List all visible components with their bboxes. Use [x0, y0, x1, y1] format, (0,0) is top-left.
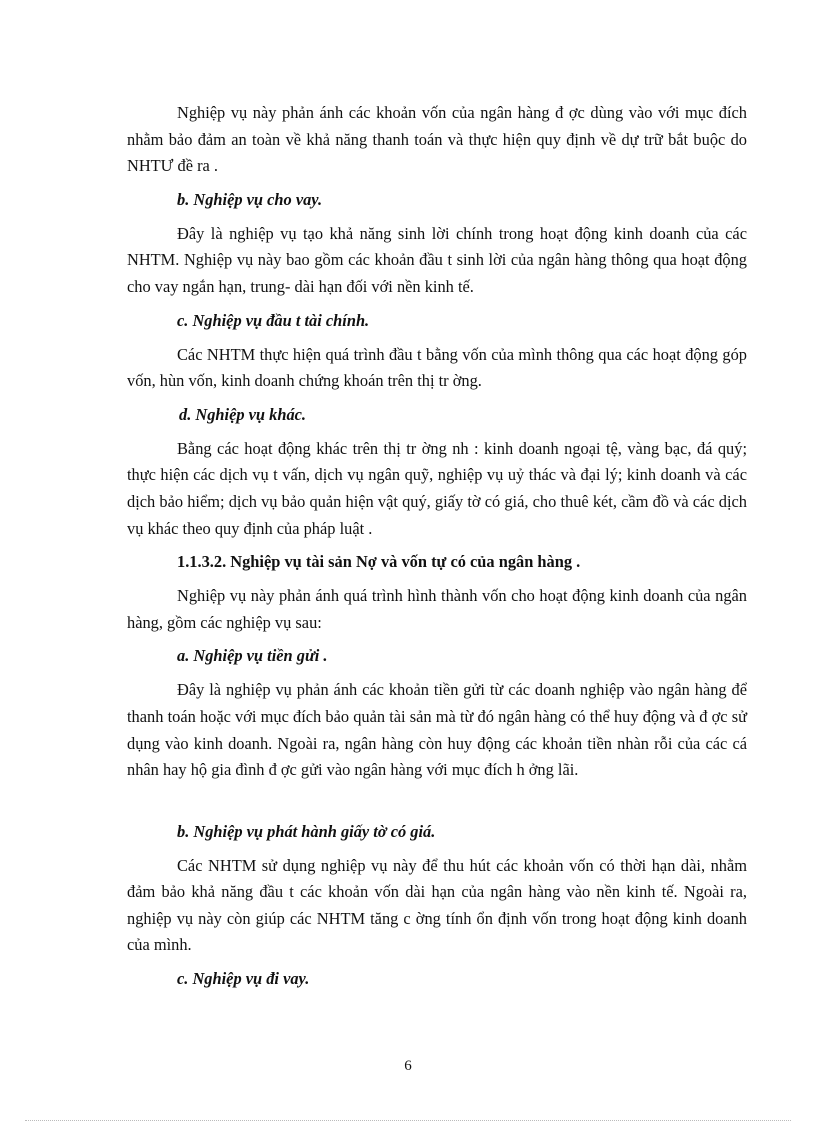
heading-other-ops: d. Nghiệp vụ khác. [179, 404, 307, 424]
spacer [127, 792, 747, 820]
paragraph-other-ops: Bằng các hoạt động khác trên thị tr ờng nh : kinh doanh ngoại tệ, vàng bạc, đá quý; thực hiện các dịch vụ t vấn, dịch vụ ngân quỹ, nghiệp vụ uỷ thác và đại lý; kinh doanh và các dịch bảo hiểm; dịch vụ bảo quản hiện vật quý, giấy tờ có giá, cho thuê két, cầm đồ và các dịch vụ khác theo quy định của pháp luật . [127, 438, 747, 538]
paragraph-liabilities-intro: Nghiệp vụ này phản ánh quá trình hình thành vốn cho hoạt động kinh doanh của ngân hàng, gồm các nghiệp vụ sau: [127, 586, 747, 632]
paragraph-financial-investment: Các NHTM thực hiện quá trình đầu t bằng vốn của mình thông qua các hoạt động góp vốn, hùn vốn, kinh doanh chứng khoán trên thị tr ờng. [127, 344, 747, 391]
heading-section-1-1-3-2: 1.1.3.2. Nghiệp vụ tài sản Nợ và vốn tự có của ngân hàng . [177, 552, 581, 572]
heading-financial-investment: c. Nghiệp vụ đầu t tài chính. [177, 310, 370, 330]
paragraph-securities-issuance: Các NHTM sử dụng nghiệp vụ này để thu hút các khoản vốn có thời hạn dài, nhằm đảm bảo khả năng đầu t các khoản vốn dài hạn của ngân hàng vào nền kinh tế. Ngoài ra, nghiệp vụ này còn giúp các NHTM tăng c ờng tính ổn định vốn trong hoạt động kinh doanh của mình. [127, 855, 747, 955]
page-bottom-divider [25, 1120, 791, 1121]
heading-lending: b. Nghiệp vụ cho vay. [177, 189, 323, 209]
heading-deposits: a. Nghiệp vụ tiền gửi . [177, 646, 328, 666]
paragraph-deposits: Đây là nghiệp vụ phản ánh các khoản tiền gửi từ các doanh nghiệp vào ngân hàng để thanh toán hoặc với mục đích bảo quản tài sản mà từ đó ngân hàng có thể huy động và đ ợc sử dụng vào kinh doanh. Ngoài ra, ngân hàng còn huy động các khoản tiền nhàn rỗi của các cá nhân hay hộ gia đình đ ợc gửi vào ngân hàng với mục đích h ởng lãi. [127, 680, 747, 780]
paragraph-reserve-ops: Nghiệp vụ này phản ánh các khoản vốn của ngân hàng đ ợc dùng vào với mục đích nhằm bảo đảm an toàn về khả năng thanh toán và thực hiện quy định về dự trữ bắt buộc do NHTƯ đề ra . [127, 103, 747, 176]
heading-borrowing: c. Nghiệp vụ đi vay. [177, 969, 310, 989]
page-number: 6 [404, 1058, 412, 1074]
paragraph-lending: Đây là nghiệp vụ tạo khả năng sinh lời chính trong hoạt động kinh doanh của các NHTM. Nghiệp vụ này bao gồm các khoản đầu t sinh lời của ngân hàng thông qua hoạt động cho vay ngắn hạn, trung- dài hạn đối với nền kinh tế. [127, 223, 747, 296]
page-body [127, 100, 747, 1000]
heading-securities-issuance: b. Nghiệp vụ phát hành giấy tờ có giá. [177, 821, 436, 841]
